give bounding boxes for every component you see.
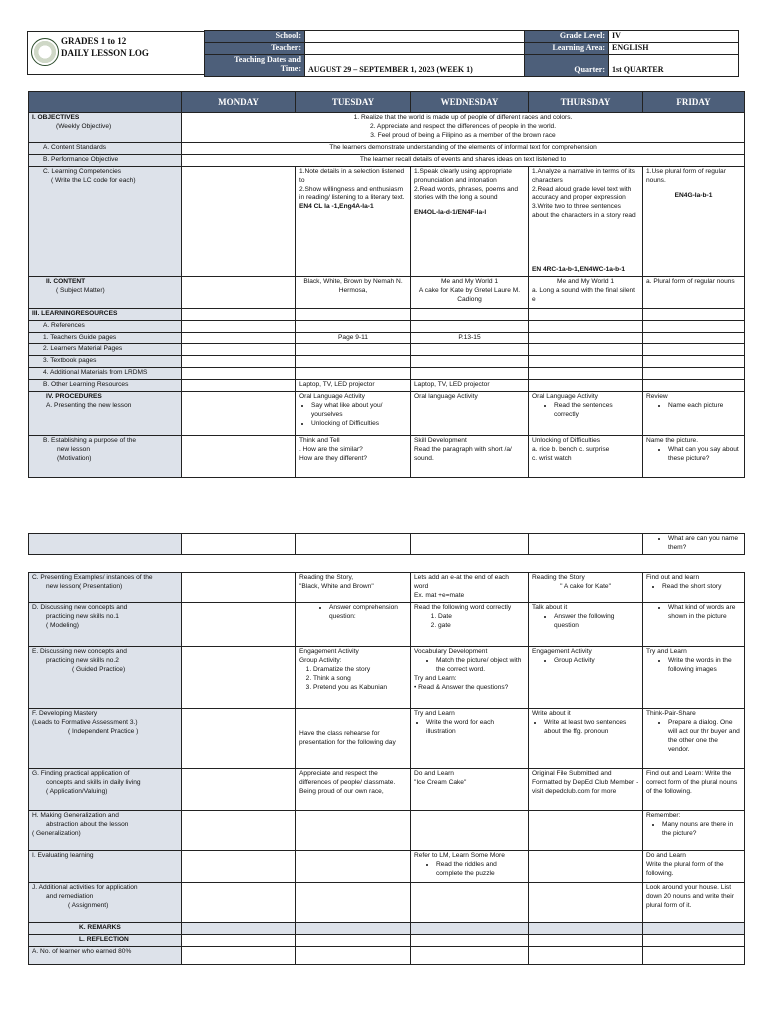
lm-pages-label: 2. Learners Material Pages [29,344,182,356]
title-line-2: DAILY LESSON LOG [61,48,149,58]
application-thursday: Original File Submitted and Formatted by DepEd Club Member - visit depedclub.com for more [529,769,643,811]
purpose-friday: Name the picture. • What can you say about these picture? [643,436,745,478]
header-title-box [27,31,205,75]
evaluating-row [29,851,745,883]
performance-objective-text: The learner recall details of events and shares ideas on text listened to [182,154,745,166]
other-resources-wednesday: Laptop, TV, LED projector [411,380,529,392]
lc-thursday: 1.Analyze a narrative in terms of its characters 2.Read aloud grade level text with accuracy and proper expression 3.Write two to three sentences about the characters in a story read EN 4RC-1a-b-1,EN4WC-1a-b-1 [529,166,643,276]
mastery-wednesday: Try and Learn • Write the word for each illustration [411,709,529,769]
continuation-table [28,533,745,555]
discussing-2-thursday: Engagement Activity • Group Activity [529,647,643,709]
day-thursday: THURSDAY [529,92,643,113]
discussing-1-row [29,603,745,647]
purpose-label: B. Establishing a purpose of the new lesson (Motivation) [29,436,182,478]
other-resources-label: B. Other Learning Resources [29,380,182,392]
mastery-friday: Think-Pair-Share • Prepare a dialog. One will act our thr buyer and the other one the vendor. [643,709,745,769]
content-row [29,276,745,308]
generalization-row [29,811,745,851]
resources-label: III. LEARNINGRESOURCES [29,308,182,320]
lc-tuesday: 1.Note details in a selection listened to 2.Show willingness and enthusiasm in reading/ listening to a literary text. EN4 CL Ia -1,Eng4A-Ia-1 [296,166,411,276]
mastery-row [29,709,745,769]
examples-thursday: Reading the Story " A cake for Kate" [529,573,643,603]
application-tuesday: Appreciate and respect the differences of people/ classmate. Being proud of our own race, [296,769,411,811]
day-monday: MONDAY [182,92,296,113]
objectives-row [29,113,745,143]
other-resources-row [29,380,745,392]
application-friday: Find out and Learn: Write the correct form of the plural nouns of the following. [643,769,745,811]
teacher-field[interactable] [305,42,525,54]
additional-activities-row [29,883,745,923]
other-resources-tuesday: Laptop, TV, LED projector [296,380,411,392]
learning-competencies-label: C. Learning Competencies ( Write the LC code for each) [29,166,182,276]
lc-monday [182,166,296,276]
presenting-examples-row [29,573,745,603]
presenting-lesson-label: IV. PROCEDURES A. Presenting the new lesson [29,392,182,436]
lrdms-label: 4. Additional Materials from LRDMS [29,368,182,380]
day-friday: FRIDAY [643,92,745,113]
lm-pages-row [29,344,745,356]
mastery-thursday: Write about it • Write at least two sentences about the ffg. pronoun [529,709,643,769]
textbook-pages-row [29,356,745,368]
lrdms-row [29,368,745,380]
tg-pages-label: 1. Teachers Guide pages [29,332,182,344]
purpose-tuesday: Think and Tell . How are the similar? How are they different? [296,436,411,478]
application-label: G. Finding practical application of concepts and skills in daily living ( Application/Valuing) [29,769,182,811]
examples-wednesday: Lets add an e-at the end of each word Ex. mat +e=mate [411,573,529,603]
discussing-1-tuesday: • Answer comprehension question: [296,603,411,647]
objectives-list: 1. Realize that the world is made up of people of different races and colors. 2. Appreciate and respect the differences of people in the world. 3. Feel proud of being a Filipino as a member of the brown race [182,113,745,143]
title-line-1: GRADES 1 to 12 [61,36,127,46]
teacher-label: Teacher: [205,42,305,54]
textbook-pages-label: 3. Textbook pages [29,356,182,368]
content-standards-text: The learners demonstrate understanding of the elements of informal text for comprehension [182,143,745,155]
header-info-table [204,30,739,77]
reflection-label: L. REFLECTION [29,934,182,946]
learning-area-value[interactable]: ENGLISH [609,42,739,54]
discussing-1-thursday: Talk about it • Answer the following question [529,603,643,647]
discussing-1-label: D. Discussing new concepts and practicing new skills no.1 ( Modeling) [29,603,182,647]
content-tuesday: Black, White, Brown by Nemah N. Hermosa, [296,276,411,308]
purpose-thursday: Unlocking of Difficulties a. rice b. bench c. surprise c. wrist watch [529,436,643,478]
resources-row [29,308,745,320]
discussing-2-friday: Try and Learn • Write the words in the following images [643,647,745,709]
day-wednesday: WEDNESDAY [411,92,529,113]
mastery-label: F. Developing Mastery (Leads to Formative Assessment 3.) ( Independent Practice ) [29,709,182,769]
application-row [29,769,745,811]
content-wednesday: Me and My World 1 A cake for Kate by Gretel Laure M. Cadiong [411,276,529,308]
examples-friday: Find out and learn • Read the short story [643,573,745,603]
learners-80-row [29,946,745,964]
presenting-wednesday: Oral language Activity [411,392,529,436]
discussing-2-tuesday: Engagement Activity Group Activity: 1. Dramatize the story 2. Think a song 3. Pretend you as Kabunian [296,647,411,709]
school-label: School: [205,31,305,43]
discussing-2-wednesday: Vocabulary Development • Match the picture/ object with the correct word. Try and Learn: • Read & Answer the questions? [411,647,529,709]
discussing-1-wednesday: Read the following word correctly 1. Date 2. gate [411,603,529,647]
learning-competencies-row [29,166,745,276]
references-row [29,320,745,332]
evaluating-friday: Do and Learn Write the plural form of the following. [643,851,745,883]
school-field[interactable] [305,31,525,43]
content-standards-row [29,143,745,155]
lc-friday: 1.Use plural form of regular nouns. EN4G-Ia-b-1 [643,166,745,276]
presenting-tuesday: Oral Language Activity • Say what like about you/ yourselves • Unlocking of Difficulties [296,392,411,436]
presenting-lesson-row [29,392,745,436]
presenting-thursday: Oral Language Activity • Read the sentences correctly [529,392,643,436]
lesson-log-table [28,91,745,478]
remarks-label: K. REMARKS [29,923,182,935]
tg-pages-tuesday: Page 9-11 [296,332,411,344]
learning-area-label: Learning Area: [525,42,609,54]
tg-pages-row [29,332,745,344]
evaluating-wednesday: Refer to LM, Learn Some More • Read the riddles and complete the puzzle [411,851,529,883]
continuation-row [29,534,745,555]
generalization-friday: Remember: • Many nouns are there in the picture? [643,811,745,851]
discussing-2-label: E. Discussing new concepts and practicing new skills no.2 ( Guided Practice) [29,647,182,709]
additional-activities-label: J. Additional activities for application and remediation ( Assignment) [29,883,182,923]
grade-level-value[interactable]: IV [609,31,739,43]
application-wednesday: Do and Learn "Ice Cream Cake" [411,769,529,811]
corner-cell [29,92,182,113]
performance-objective-label: B. Performance Objective [29,154,182,166]
quarter-label: Quarter: [525,54,609,76]
teaching-dates-label: Teaching Dates and Time: [205,54,305,76]
quarter-value[interactable]: 1st QUARTER [609,54,739,76]
continuation-friday: • What are can you name them? [643,534,745,555]
deped-seal-icon [31,38,59,66]
content-label: II. CONTENT ( Subject Matter) [29,276,182,308]
additional-activities-friday: Look around your house. List down 20 nouns and write their plural form of it. [643,883,745,923]
objectives-label: I. OBJECTIVES (Weekly Objective) [29,113,182,143]
teaching-dates-value[interactable]: AUGUST 29 – SEPTEMBER 1, 2023 (WEEK 1) [305,54,525,76]
lc-wednesday: 1.Speak clearly using appropriate pronunciation and intonation 2.Read words, phrases, poems and stories with the long a sound EN4OL-Ia-d-1/EN4F-Ia-l [411,166,529,276]
reflection-row [29,934,745,946]
day-header-row [29,92,745,113]
generalization-label: H. Making Generalization and abstraction about the lesson ( Generalization) [29,811,182,851]
evaluating-label: I. Evaluating learning [29,851,182,883]
purpose-row [29,436,745,478]
presenting-friday: Review • Name each picture [643,392,745,436]
performance-objective-row [29,154,745,166]
presenting-examples-label: C. Presenting Examples/ instances of the new lesson( Presentation) [29,573,182,603]
examples-tuesday: Reading the Story, "Black, White and Brown" [296,573,411,603]
discussing-2-row [29,647,745,709]
references-label: A. References [29,320,182,332]
learners-80-label: A. No. of learner who earned 80% [29,946,182,964]
grade-level-label: Grade Level: [525,31,609,43]
lesson-log-table-part2 [28,572,745,965]
discussing-1-friday: • What kind of words are shown in the picture [643,603,745,647]
day-tuesday: TUESDAY [296,92,411,113]
tg-pages-wednesday: P.13-15 [411,332,529,344]
content-monday [182,276,296,308]
mastery-tuesday: Have the class rehearse for presentation for the following day [296,709,411,769]
content-friday: a. Plural form of regular nouns [643,276,745,308]
remarks-row [29,923,745,935]
content-thursday: Me and My World 1 a. Long a sound with the final silent e [529,276,643,308]
purpose-wednesday: Skill Development Read the paragraph with short /a/ sound. [411,436,529,478]
content-standards-label: A. Content Standards [29,143,182,155]
